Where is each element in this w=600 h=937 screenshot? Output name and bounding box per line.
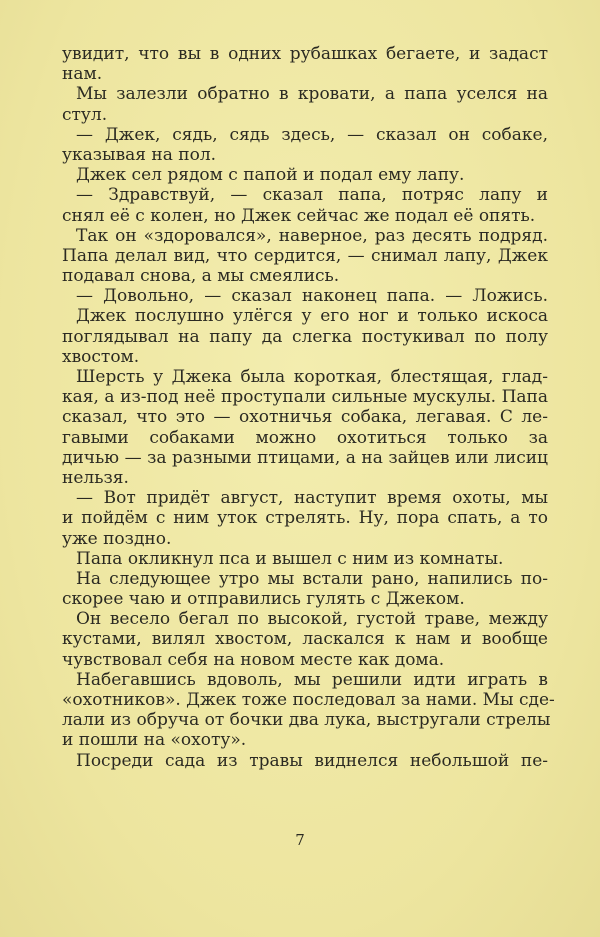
text-line: — Здравствуй, — сказал папа, потряс лапу и	[76, 185, 548, 206]
text-line: Посреди сада из травы виднелся небольшой пе-	[76, 750, 548, 771]
text-line: снял её с колен, но Джек сейчас же подал её опять.	[62, 205, 536, 226]
text-line: Шерсть у Джека была короткая, блестящая, глад-	[76, 367, 548, 387]
text-line: — Вот придёт август, наступит время охоты, мы	[76, 488, 548, 509]
text-line: Джек послушно улёгся у его ног и только искоса	[76, 306, 548, 327]
page-number: 7	[295, 831, 305, 849]
text-line: уже поздно.	[62, 528, 172, 549]
text-line: — Джек, сядь, сядь здесь, — сказал он собаке,	[76, 124, 548, 145]
text-line: кустами, вилял хвостом, ласкался к нам и вообще	[62, 629, 548, 650]
text-line: Набегавшись вдоволь, мы решили идти играть в	[76, 669, 548, 690]
text-line: Он весело бегал по высокой, густой траве, между	[76, 609, 548, 630]
text-line: — Довольно, — сказал наконец папа. — Ложись.	[76, 286, 548, 307]
text-line: сказал, что это — охотничья собака, легавая. С ле-	[62, 407, 548, 428]
text-line: и пошли на «охоту».	[62, 730, 247, 751]
text-line: Папа окликнул пса и вышел с ним из комнаты.	[76, 548, 504, 569]
text-line: «охотников». Джек тоже последовал за нами. Мы сде-	[62, 690, 555, 710]
text-line: лали из обруча от бочки два лука, выстругали стрелы	[62, 710, 551, 731]
text-line: Папа делал вид, что сердится, — снимал лапу, Джек	[62, 245, 548, 266]
text-line: увидит, что вы в одних рубашках бегаете, и задаст	[62, 44, 548, 64]
body-text	[62, 44, 555, 771]
text-line: Мы залезли обратно в кровати, а папа уселся на	[76, 84, 548, 105]
text-line: поглядывал на папу да слегка постукивал по полу	[62, 326, 548, 347]
text-line: хвостом.	[62, 346, 140, 367]
text-line: Джек сел рядом с папой и подал ему лапу.	[76, 165, 465, 186]
text-line: чувствовал себя на новом месте как дома.	[62, 649, 445, 670]
text-line: гавыми собаками можно охотиться только за	[62, 427, 548, 448]
text-line: нельзя.	[62, 467, 129, 488]
text-line: Так он «здоровался», наверное, раз десять подряд.	[76, 225, 548, 246]
text-line: дичью — за разными птицами, а на зайцев или лисиц	[62, 447, 548, 468]
text-line: нам.	[62, 64, 103, 85]
text-line: стул.	[62, 104, 108, 125]
text-line: подавал снова, а мы смеялись.	[62, 266, 340, 287]
text-line: скорее чаю и отправились гулять с Джеком.	[62, 589, 465, 610]
text-line: указывая на пол.	[62, 144, 217, 165]
text-line: кая, а из-под неё проступали сильные мускулы. Папа	[62, 387, 548, 408]
text-line: На следующее утро мы встали рано, напились по-	[76, 568, 548, 589]
text-line: и пойдём с ним уток стрелять. Ну, пора спать, а то	[62, 508, 548, 529]
